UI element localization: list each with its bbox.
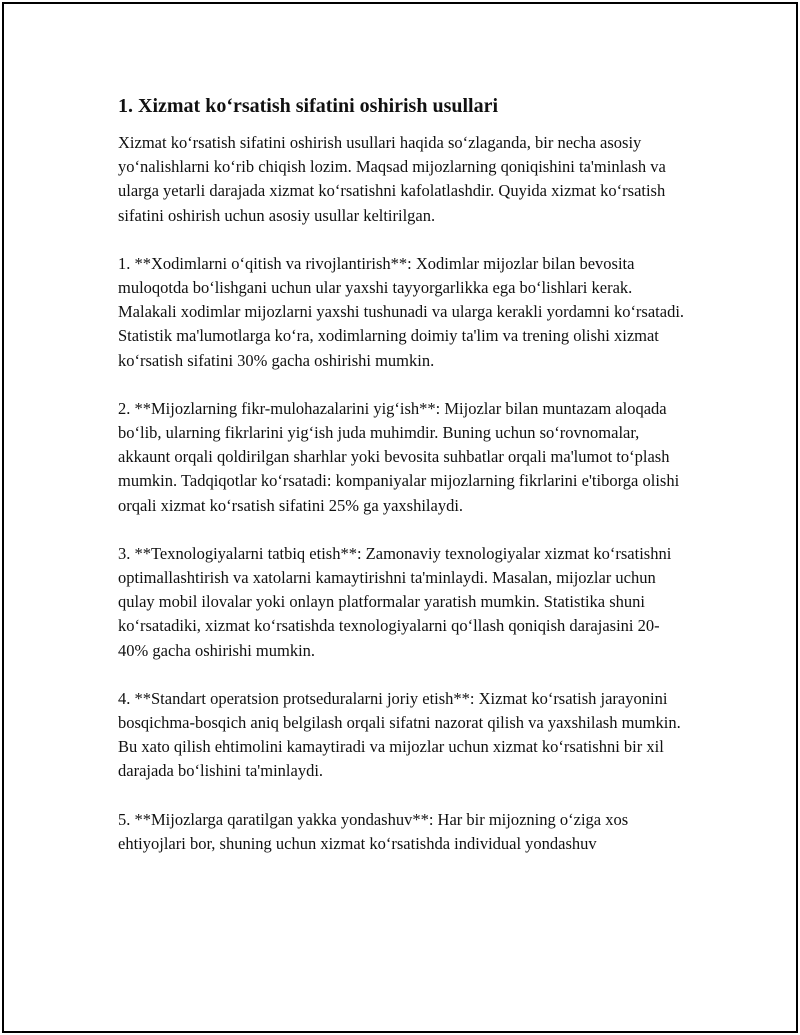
paragraph-item-2: 2. **Mijozlarning fikr-mulohazalarini yigʻish**: Mijozlar bilan muntazam aloqada boʻlib, ularning fikrlarini yigʻish juda muhimdir. Buning uchun soʻrovnomalar, akkaunt orqali qoldirilgan sharhlar yoki bevosita suhbatlar orqali ma'lumot toʻplash mumkin. Tadqiqotlar koʻrsatadi: kompaniyalar mijozlarning fikrlarini e'tiborga olishi orqali xizmat koʻrsatish sifatini 25% ga yaxshilaydi.	[118, 398, 680, 515]
section-heading: 1. Xizmat koʻrsatish sifatini oshirish usullari	[118, 95, 499, 117]
paragraph-item-1: 1. **Xodimlarni oʻqitish va rivojlantirish**: Xodimlar mijozlar bilan bevosita muloqotda boʻlishgani uchun ular yaxshi tayyorgarlikka ega boʻlishlari kerak. Malakali xodimlar mijozlarni yaxshi tushunadi va ularga kerakli yordamni koʻrsatadi. Statistik ma'lumotlarga koʻra, xodimlarning doimiy ta'lim va trening olishi xizmat koʻrsatish sifatini 30% gacha oshirishi mumkin.	[118, 253, 685, 370]
document-body	[118, 92, 688, 880]
paragraph-item-5: 5. **Mijozlarga qaratilgan yakka yondashuv**: Har bir mijozning oʻziga xos ehtiyojlari bor, shuning uchun xizmat koʻrsatishda individual yondashuv	[118, 809, 629, 853]
intro-paragraph: Xizmat koʻrsatish sifatini oshirish usullari haqida soʻzlaganda, bir necha asosiy yoʻnalishlarni koʻrib chiqish lozim. Maqsad mijozlarning qoniqishini ta'minlash va ularga yetarli darajada xizmat koʻrsatishni kafolatlashdir. Quyida xizmat koʻrsatish sifatini oshirish uchun asosiy usullar keltirilgan.	[118, 133, 666, 225]
paragraph-item-3: 3. **Texnologiyalarni tatbiq etish**: Zamonaviy texnologiyalar xizmat koʻrsatishni optimallashtirish va xatolarni kamaytirishni ta'minlaydi. Masalan, mijozlar uchun qulay mobil ilovalar yoki onlayn platformalar yaratish mumkin. Statistika shuni koʻrsatadiki, xizmat koʻrsatishda texnologiyalarni qoʻllash qoniqish darajasini 20-40% gacha oshirishi mumkin.	[118, 543, 672, 660]
paragraph-item-4: 4. **Standart operatsion protseduralarni joriy etish**: Xizmat koʻrsatish jarayonini bosqichma-bosqich aniq belgilash orqali sifatni nazorat qilish va yaxshilash mumkin. Bu xato qilish ehtimolini kamaytiradi va mijozlar uchun xizmat koʻrsatishni bir xil darajada boʻlishini ta'minlaydi.	[118, 688, 681, 781]
